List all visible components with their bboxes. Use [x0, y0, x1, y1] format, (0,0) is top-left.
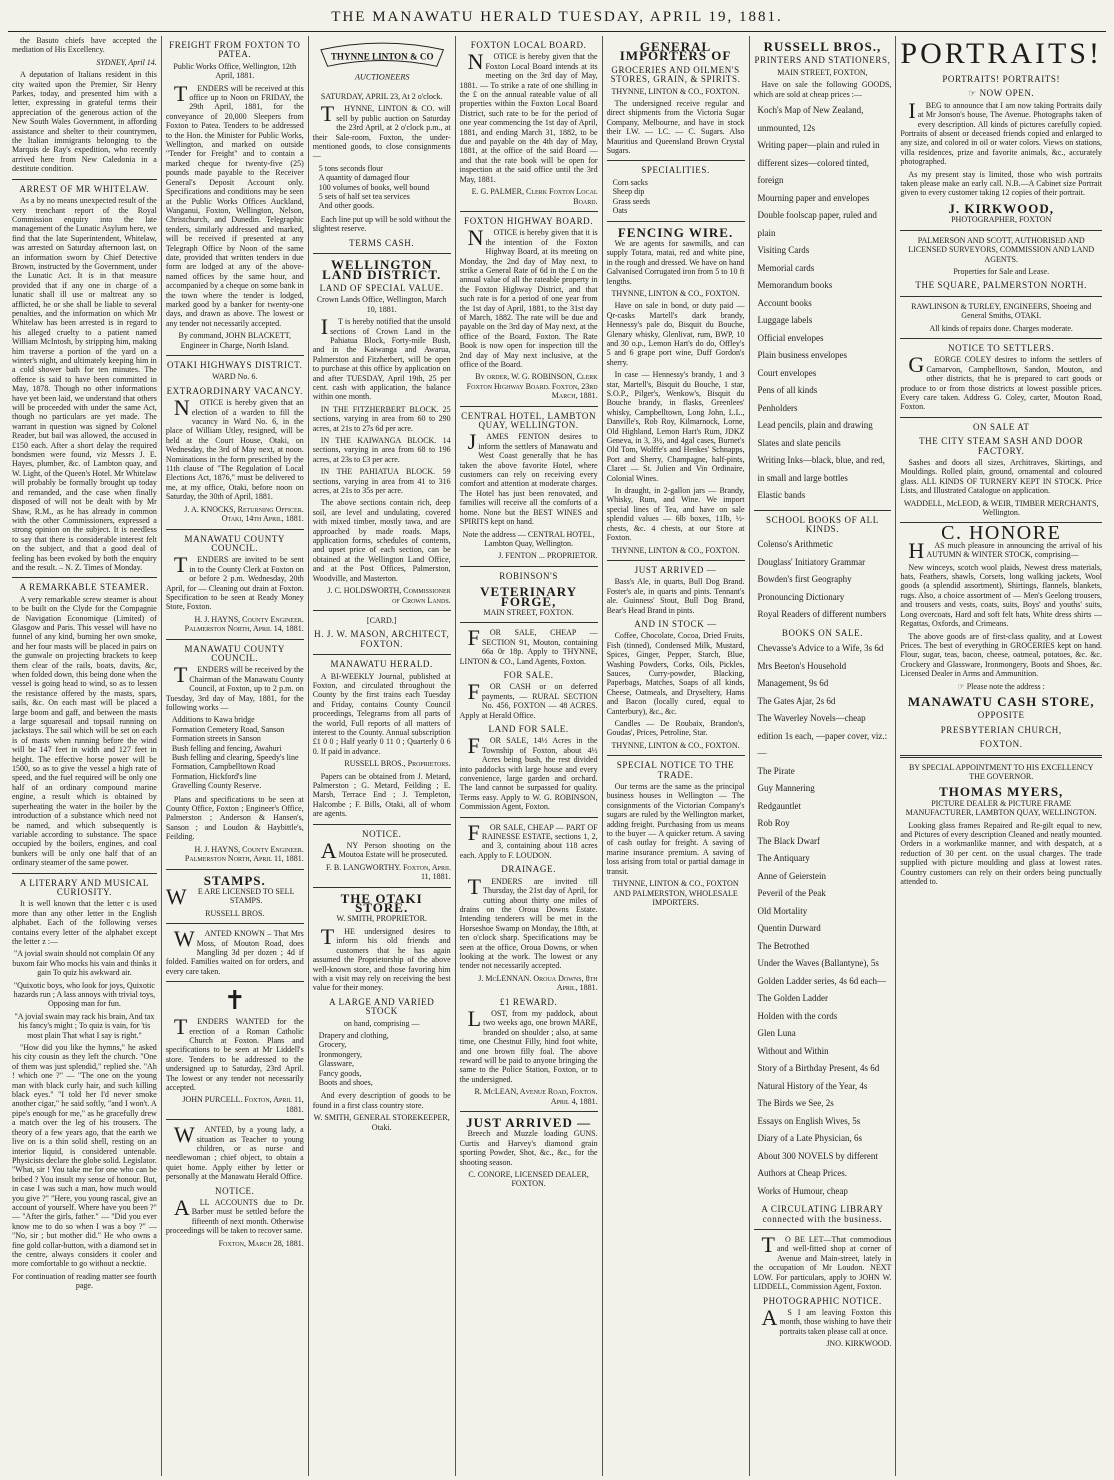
divider [166, 981, 304, 982]
highway-board-signature: By order, W. G. ROBINSON, Clerk Foxton Highway Board. Foxton, 23rd March, 1881. [466, 372, 598, 401]
freight-heading: FREIGHT FROM FOXTON TO PATEA. [169, 40, 301, 60]
divider [754, 510, 892, 511]
anecdotes: "How did you like the hymns," he asked his city cousin as they left the church. "One of them was just splendid," replied she. "Ah ! which one ?" — "The one on the young man with black curly hair, and such killing black eyes." "I told her I'd never smoke another cigar," he said softly, "and I won't. A pipe's enough for me," as he gracefully drew a match over the leg of his trousers. The theory of a few years ago, that the earth we live on is a thin solid shell, resting on an interior liquid, is considered untenable. Physicists declare the globe solid. Legislator. "What, sir ! You take me for one who can be bribed ? You insult my sense of honour. But, in case I was such a man, how much would you give ?" "Here, you young rascal, give an account of yourself. Where have you been ?" — "After the girls, father." — "Did you ever know me to do so when I was a boy ?" — "No, sir ; but mother did." He who owns a fine gold collar-button, with a diamond set in the centre, always considers it cooler and more comfortable to go without a necktie. [12, 1043, 157, 1269]
crown-office: Crown Lands Office, Wellington, March 10, 1881. [316, 295, 447, 314]
auctioneers-logo [316, 40, 448, 86]
book-item: Old Mortality [757, 905, 808, 916]
mcc-tail: Plans and specifications to be seen at County Office, Foxton ; Engineer's Office, Palmerston ; Anderson & Hansen's, Sanson ; and Loudon & Haybittle's, Feilding. [165, 794, 304, 842]
mcc-tender-2: TENDERS will be received by the Chairman of the Manawatu County Council, at Foxton, up to 2 p.m. on Tuesday, 3rd day of May, 1881, for the following works — [165, 662, 304, 712]
stamps-notice: WE ARE LICENSED TO SELL STAMPS. [165, 883, 295, 909]
reward-notice: LOST, from my paddock, about two weeks ago, one brown MARE, branded on shoulder ; also, at same time, one Chestnut Filly, hind foot white, and one brown filly foal. The above reward will be paid to anyone bringing the same to the Police Station, Foxton, or to the undersigned. [459, 1005, 598, 1084]
in-stock-notice: Coffee, Chocolate, Cocoa, Dried Fruits, Fish (tinned), Condensed Milk, Mustard, Spices, Ginger, Pepper, Starch, Blue, Washing Powders, Corks, Oils, Pickles, Sauces, Curry-powder, Blacking, Paperbags, Matches, Soaps of all kinds, Cheese, Oatmeals, and Dryseltery, Hams and Bacon (locally cured, equal to Canterbury), &c., &c. [606, 631, 745, 716]
portraits-notice: IBEG to announce that I am now taking Portraits daily at Mr Jonson's house, The Avenue. Photographs taken of every description. All kinds of pictures carefully copied. Portraits of absent or deceased friends copied and enlarged to any size, and colored in oil or water colors. Views on stations, villa residences, prize and favorite animals, &c., accurately photographed. [900, 97, 1102, 167]
terms-label: TERMS CASH. [349, 237, 415, 248]
russell-address: MAIN STREET, FOXTON, [777, 67, 868, 77]
fencing-notice: We are agents for sawmills, and can supply Totara, matai, red and white pine, in the rough and dressed. We have on hand Galvanised Corrugated iron from 5 to 10 ft lengths. [606, 238, 745, 286]
sale-rural: FOR CASH or on deferred payments, — RURAL SECTION No. 456, FOXTON — 48 ACRES. Apply at Herald Office. [459, 679, 598, 720]
school-books-heading: SCHOOL BOOKS OF ALL KINDS. [766, 514, 879, 534]
divider [900, 417, 1102, 418]
goods-item: Visiting Cards [757, 245, 810, 256]
sale-item: 5 tons seconds flour [318, 163, 383, 173]
honore-items: New winceys, scotch wool plaids, Newest dress materials, hats, Feathers, shawls, Corsets, long walking jackets, Wool goods (a splendid assortment), Shirtings, flannels, blankets, rugs. Also, a choice assortment of — Men's Geelong trousers, and trousers and vests, coats, suits, Boys' and youths' suits, Long overcoats, Hard and soft felt hats, White dress shirts — Regattas, Oxfords, and Crimeans. [900, 562, 1102, 629]
literary-article: It is well known that the letter c is used more than any other letter in the English alphabet. Each of the following verses contains every letter of the alphabet except the letter z :— [12, 899, 157, 946]
verse-1: "A jovial swain should not complain Of any buxom fair Who mocks his vain and thinks it gain To quiz his awkward air. [12, 949, 157, 978]
mcc-signature-2: H. J. HAYNS, County Engineer. Palmerston North, April 11, 1881. [184, 844, 304, 864]
book-item: Story of a Birthday Present, 4s 6d [757, 1063, 880, 1074]
to-let-notice: TO BE LET—That commodious and well-fitted shop at corner of Avenue and Main-street, lately in the occupation of Mr Loudon. NEXT LOW. For particulars, apply to JOHN W. LIDDELL, Commission Agent, Foxton. [753, 1232, 892, 1292]
appointment-line: BY SPECIAL APPOINTMENT TO HIS EXCELLENCY THE GOVERNOR. [908, 762, 1094, 781]
goods-item: Slates and slate pencils [757, 437, 841, 448]
book-item: The Antiquary [757, 853, 810, 864]
myers-notice: Looking glass frames Repaired and Re-gilt equal to new, and Pictures of every description Cleaned and neatly mounted. Orders in a workmanlike manner, and with despatch, at a reduction of 30 per cent. on the usual charges. The trade supplied with picture moulding and glass at lowest rates. Country customers can rely on their orders being punctually attended to. [900, 820, 1102, 887]
shooting-heading: NOTICE. [361, 828, 402, 839]
freight-signature: By command, JOHN BLACKETT, Engineer in Charge, North Island. [178, 331, 292, 350]
forge-heading: VETERINARY FORGE, [480, 584, 578, 609]
book-item: Peveril of the Peak [757, 888, 826, 899]
hotel-notice: JAMES FENTON desires to inform the settlers of Manawatu and West Coast generally that he has taken the above favorite Hotel, where customers can rely on receiving every comfort and attention at moderate charges. The Hotel has just been renovated, and families will receive all the comforts of a home. None but the BEST WINES and SPIRITS kept on hand. [459, 429, 598, 527]
divider [460, 406, 598, 407]
goods-item: Memorial cards [757, 262, 815, 273]
goods-item: Lead pencils, plain and drawing [757, 420, 873, 431]
opposite-label: OPPOSITE [977, 710, 1025, 721]
whitelaw-heading: ARREST OF MR WHITELAW. [19, 183, 150, 194]
printers-heading: PRINTERS AND STATIONERS, [754, 55, 891, 66]
book-item: About 300 NOVELS by different Authors at Cheap Prices. [757, 1150, 878, 1179]
address-note: ☞ Please note the address : [957, 681, 1045, 691]
specialities-list [607, 178, 745, 216]
palmerson-card: PALMERSON AND SCOTT, AUTHORISED AND LICENSED SURVEYORS, COMMISSION AND LAND AGENTS. [908, 235, 1095, 264]
on-sale-heading: ON SALE AT [972, 421, 1030, 432]
sale-item: 5 sets of half set tea services [318, 192, 410, 202]
sale-notice: THYNNE, LINTON & CO. will sell by public auction on Saturday the 23rd April, at 2 o'clock p.m., at their Sale-room, Foxton, the under-mentioned goods, to close consignments — [312, 101, 451, 161]
herald-agents: Papers can be obtained from J. Metard, Palmerston ; G. Metard, Feilding ; E. Marsh, Terrace End ; J. Templeton, Halcombe ; F. Bills, Otaki, all of whom are agents. [312, 771, 451, 819]
book-item: Guy Mannering [757, 783, 815, 794]
columns [8, 36, 1106, 1476]
divider [607, 221, 745, 222]
book-item: The Golden Ladder [757, 993, 828, 1004]
divider [460, 817, 598, 818]
school-book: Bowden's first Geography [757, 574, 852, 585]
trade-signature: THYNNE, LINTON & CO., FOXTON AND PALMERSTON, WHOLESALE IMPORTERS. [612, 879, 739, 907]
speciality-item: Oats [612, 206, 628, 216]
goods-item: Official envelopes [757, 332, 824, 343]
myers-sub: PICTURE DEALER & PICTURE FRAME MANUFACTURER, LAMBTON QUAY, WELLINGTON. [905, 798, 1097, 818]
sale-mouton: FOR SALE, CHEAP — SECTION 91, Mouton, containing 66a 0r 18p. Apply to THYNNE, LINTON & CO., Land Agents, Foxton. [459, 625, 598, 666]
hotel-address: Note the address — CENTRAL HOTEL, Lambton Quay, Wellington. [462, 529, 595, 548]
divider [313, 824, 451, 825]
stock-item: Boots and shoes, [318, 1077, 373, 1087]
arrived-notice: Bass's Ale, in quarts, Bull Dog Brand. Foster's ale, in quarts and pints. Tennant's ale. Guinness' Stout, Bull Dog Brand, Bear's Head Brand in pints. [606, 577, 745, 615]
divider [900, 755, 1102, 758]
stamps-heading: STAMPS. [203, 872, 266, 888]
vacancy-notice: NOTICE is hereby given that an election of a warden to fill the vacancy in Ward No. 6, in the place of William Utley, resigned, will be held at the Court House, Otaki, on Wednesday, the 3rd of May next, at noon. Nominations in the form prescribed by the 11th clause of "The Regulation of Local Elections Act, 1876," must be delivered to me, at my office, Otaki, before noon on Saturday, the 30th of April, 1881. [165, 395, 304, 502]
block-fitzherbert: IN THE FITZHERBERT BLOCK. 25 sections, varying in area from 60 to 290 acres, at 21s to 27s 6d per acre. [312, 404, 451, 433]
speciality-item: Corn sacks [612, 177, 648, 187]
masthead: THE MANAWATU HERALD TUESDAY, APRIL 19, 1881. [8, 6, 1106, 32]
book-item: The Betrothed [757, 940, 810, 951]
honore-tail: The above goods are of first-class quality, and at Lowest Prices. The best of everything in GROCERIES kept on hand. Flour, sugar, teas, bacon, cheese, oatmeal, potatoes, &c. &c. Crockery and Glassware, Ironmongery, Boots and Shoes, &c. Licensed Dealer in Arms and Ammunition. [900, 631, 1102, 679]
literary-heading: A LITERARY AND MUSICAL CURIOSITY. [19, 877, 149, 897]
book-item: Essays on English Wives, 5s [757, 1115, 861, 1126]
italian-paragraph: A deputation of Italians resident in this city waited upon the Premier, Sir Henry Parkes, today, and presented him with a letter, expressing in grateful terms their appreciation of the generous action of the New South Wales Government, in affording assistance and shelter to their countrymen, the Italian immigrants belonging to the Marquis de Ray's expedition, who recently arrived here from New Caledonia in a destitute condition. [12, 70, 157, 174]
importers-sub: GROCERIES AND OILMEN'S STORES, GRAIN, & SPIRITS. [610, 64, 741, 85]
importers-notice: The undersigned receive regular and direct shipments from the Victoria Sugar Company, Melbourne, and have in stock their I.W. — I.C. — C. Sugars. Also Mauritius and Queensland Brown Crystal Sugars. [606, 99, 745, 156]
book-item: Without and Within [757, 1045, 829, 1056]
honore-heading: C. HONORE [941, 522, 1062, 545]
sale-tail: Each line put up will be sold without the slightest reserve. [312, 214, 451, 234]
divider [607, 160, 745, 161]
goods-item: Pens of all kinds [757, 385, 818, 396]
stock-item: Grocery, [318, 1040, 347, 1050]
local-board-notice: NOTICE is hereby given that the Foxton Local Board intends at its meeting on the 3rd day of May, 1881. — To strike a rate of one shilling in the £ on the annual rateable value of all properties within the Foxton Local Board District, such rate to be for the period of one year commencing the 1st day of April, 1881, and ending March 31, 1882, to be due and payable on the 4th day of May, 1881, at the office of the said Board — and that the rate book will be open for inspection at the said office until the 3rd May, 1881. [459, 49, 598, 184]
stock-items [313, 1031, 451, 1087]
book-item: The Waverley Novels—cheap edition 1s each, —paper cover, viz.:— [757, 713, 888, 759]
crown-tail: The above sections contain rich, deep soil, are level and undulating, covered with mixed timber, mostly tawa, and are approached by made roads. Maps, application forms, schedules of contents, and upset price of each section, can be obtained at the Wellington Land Office, and at the Post Offices, Palmerston, Woodville, and Masterton. [312, 498, 451, 583]
mcc-heading-2: MANAWATU COUNTY COUNCIL. [184, 643, 286, 663]
works-item: Gravelling County Reserve. [171, 781, 262, 791]
goods-item: Penholders [757, 402, 798, 413]
column-7 [896, 36, 1106, 1476]
column-2 [162, 36, 309, 1476]
photographic-notice: AS I am leaving Foxton this month, those wishing to have their portraits taken please call at once. [761, 1304, 892, 1336]
divider [460, 1111, 598, 1112]
kirkwood-name: J. KIRKWOOD, [948, 200, 1054, 216]
divider [900, 230, 1102, 231]
speciality-item: Grass seeds [612, 196, 651, 206]
drainage-tender: TENDERS are invited till Thursday, the 21st day of April, for cutting about thirty one miles of drains on the Oroua Downs Estate. Intending tenderers will be met in the Horseshoe Swamp on Monday, the 18th, at ten o'clock sharp. Specifications may be seen at the office, Oroua Downs, or when looking at the work. The lowest or any tender not necessarily accepted. [459, 873, 598, 971]
factory-heading: THE CITY STEAM SASH AND DOOR FACTORY. [919, 436, 1084, 456]
sydney-dateline: SYDNEY, April 14. [96, 57, 157, 67]
forge-address: MAIN STREET, FOXTON. [483, 607, 574, 617]
firm-name: THYNNE, LINTON & CO., FOXTON. [611, 288, 740, 298]
speciality-item: Sheep dip [612, 187, 645, 197]
guns-heading: JUST ARRIVED — [466, 1115, 592, 1131]
block-kaiwanga: IN THE KAIWANGA BLOCK. 14 sections, varying in area from 68 to 196 acres, at 23s to £3 per acre. [312, 436, 451, 464]
divider [313, 610, 451, 611]
goods-item: Writing paper—plain and ruled in different sizes—colored tinted, foreign [757, 140, 880, 186]
rawlinson-card: RAWLINSON & TURLEY, ENGINEERS, Shoeing and General Smiths, OTAKI. [911, 301, 1092, 321]
goods-item: Luggage labels [757, 315, 813, 326]
divider [166, 923, 304, 924]
otaki-store-notice: THE undersigned desires to inform his old friends and customers that he has again assumed the Proprietorship of the above well-known store, and those favoring him with a visit may rely on receiving the best value for their money. [312, 923, 451, 993]
foxton-label: FOXTON. [979, 739, 1023, 750]
vacancy-heading: EXTRAORDINARY VACANCY. [166, 385, 303, 396]
works-list [166, 715, 304, 790]
book-item: Diary of a Late Physician, 6s [757, 1133, 862, 1144]
stock-heading: A LARGE AND VARIED STOCK [329, 996, 435, 1017]
steamer-article: A very remarkable screw steamer is about to be built on the Clyde for the Compagnie de Navigation Economique (Limited) of Glasgow and Paris. This vessel will have no funnel of any kind, burning her own smoke, and her four masts will be placed in pairs on the gunwale on projecting brackets to keep them clear of the rails, boats, davits, &c, when folded down, this being done when the vessel is going head to wind, so as to lessen the resistance offered by the masts, spars, sails, &c. On each mast will be placed a large boom and gaff, and between the masts a large squaresail and topsail running on jackstays. The sail which will be set on each is of masts when running before the wind will be 147 feet in width and 127 feet in height. The effective horse power will be 1500, so as to give the vessel a high rate of speed, and the fuel required will be only one half of an ordinary compound marine engine, a result which is obtained by superheating the water in the boiler by the introduction of a substance which need not be named, and which subsequently is variable according to substance. The space occupied by the boilers, engines, and coal bunkers will be only one half that of an ordinary steamer of the same power. [12, 594, 157, 868]
divider [460, 211, 598, 212]
divider [12, 873, 157, 874]
sale-date: SATURDAY, APRIL 23, At 2 o'clock. [320, 92, 443, 101]
firm-name: THYNNE, LINTON & CO., FOXTON. [611, 740, 740, 750]
hotel-signature: J. FENTON ... PROPRIETOR. [498, 551, 598, 561]
ward-label: WARD No. 6. [212, 372, 258, 382]
now-open: ☞ NOW OPEN. [968, 88, 1035, 99]
school-book: Douglass' Initiatory Grammar [757, 556, 866, 567]
sale-item: 100 volumes of books, well bound [318, 182, 430, 192]
books-on-sale-heading: BOOKS ON SALE. [781, 627, 864, 638]
book-item: Anne of Geierstein [757, 870, 826, 881]
highway-board-heading: FOXTON HIGHWAY BOARD. [464, 215, 594, 226]
trade-notice: Our terms are the same as the principal business houses in Wellington — The consignments of the Victorian Company's sugars are ruled by the Wellington market, adding freight. Purchasing from us means to the buyer — A quicker return. A saving of cash outlay for freight. A saving of marine insurance premium. A saving of loss arising from total or partial damage in transit. [606, 782, 745, 876]
divider [607, 560, 745, 561]
works-item: Bush felling and clearing, Speedy's line [171, 753, 299, 763]
school-book: Pronouncing Dictionary [757, 591, 845, 602]
photographic-signature: JNO. KIRKWOOD. [826, 1339, 892, 1349]
book-item: The Gates Ajar, 2s 6d [757, 695, 836, 706]
sale-rainesse: FOR SALE, CHEAP — PART OF RAINESSE ESTATE, sections 1, 2, and 3, containing about 118 acres each. Apply to F. LOUDON. [459, 819, 598, 860]
cross-icon: ✝ [223, 986, 246, 1016]
square-heading: THE SQUARE, PALMERSTON NORTH. [915, 280, 1088, 291]
otaki-heading: OTAKI HIGHWAYS DISTRICT. [167, 360, 303, 370]
sale-item: A quantity of damaged flour [318, 173, 410, 183]
local-board-heading: FOXTON LOCAL BOARD. [470, 40, 587, 50]
book-item: The Birds we See, 2s [757, 1098, 834, 1109]
firm-name: THYNNE, LINTON & CO., FOXTON. [611, 86, 740, 96]
church-signature: JOHN PURCELL. Foxton, April 11, 1881. [182, 1095, 304, 1114]
divider [166, 529, 304, 530]
rawlinson-sub: All kinds of repairs done. Charges moderate. [929, 323, 1073, 333]
stock-signature: W. SMITH, GENERAL STOREKEEPER, Otaki. [313, 1113, 450, 1132]
goods-item: Koch's Map of New Zealand, unmounted, 12s [757, 105, 864, 133]
sale-items [313, 164, 451, 211]
works-item: Formation streets in Sanson [171, 734, 261, 744]
divider [166, 869, 304, 870]
works-item: Formation Cemetery Road, Sanson [171, 724, 285, 734]
divider [313, 654, 451, 655]
school-book: Royal Readers of different numbers [757, 609, 887, 620]
book-item: Glen Luna [757, 1028, 796, 1039]
for-sale-heading: FOR SALE. [503, 669, 554, 680]
book-item: Natural History of the Year, 4s [757, 1080, 868, 1091]
column-5 [603, 36, 750, 1476]
palmerson-sub: Properties for Sale and Lease. [953, 266, 1050, 276]
land-district-heading: WELLINGTON LAND DISTRICT. [322, 257, 442, 282]
book-item: Holden with the cords [757, 1010, 838, 1021]
special-value-heading: LAND OF SPECIAL VALUE. [319, 282, 444, 293]
column-3 [309, 36, 456, 1476]
hotel-heading: CENTRAL HOTEL, LAMBTON QUAY, WELLINGTON. [461, 410, 597, 431]
divider [12, 179, 157, 180]
steamer-heading: A REMARKABLE STEAMER. [19, 582, 150, 593]
church-label: PRESBYTERIAN CHURCH, [940, 724, 1062, 735]
verse-2: "Quixotic boys, who look for joys, Quixotic hazards run ; A lass annoys with trivial toys, Opposing man for fun. [13, 980, 156, 1009]
highway-board-notice: NOTICE is hereby given that it is the intention of the Foxton Highway Board, at its meeting on Monday, the 2nd day of May next, to strike a General Rate of 6d in the £ on the annual value of all the rateable property in the Foxton Highway District, and that such rate is for a period of one year from the 1st day of April, 1881, to the 31st day of March, 1882. The rate will be due and payable on the 3rd day of May next, at the office of the Board, Foxton. The Rate Book is now open for inspection till the 2nd day of May next inclusive, at the office of the Board. [459, 225, 598, 369]
otaki-store-proprietor: W. SMITH, PROPRIETOR. [336, 914, 427, 924]
svg-text:AUCTIONEERS: AUCTIONEERS [354, 72, 410, 82]
barber-signature: Foxton, March 28, 1881. [218, 1238, 304, 1248]
robinson-heading: ROBINSON'S [499, 570, 558, 581]
portraits-notice-2: As my present stay is limited, those who wish portraits taken please make an early call. N.B.—A Cabinet size Portrait given to every customer taking 12 copies of their portrait. [900, 169, 1102, 198]
block-pahiatua: IN THE PAHIATUA BLOCK. 59 sections, varying in area from 41 to 316 acres, at 21s to 35s per acre. [312, 467, 451, 496]
mangling-notice: WANTED KNOWN – That Mrs Moss, of Mouton Road, does Mangling 3d per dozen ; 4d if folded. Families waited on for orders, and every care taken. [165, 926, 304, 976]
crown-notice: IT is hereby notified that the unsold sections of Crown Land in the Pahiatua Block, Forty-mile Bush, and in the Kaiwanga and Awarua, Palmerston and Fitzherbert, will be open to purchase at this office by application on and after TUESDAY, April 19th, 25 per cent. cash with application, the balance within one month. [312, 314, 451, 402]
factory-notice: Sashes and doors all sizes, Architraves, Skirtings, and Mouldings. Rolled plain, ground, ornamental and coloured glass. ALL KINDS OF TURNERY KEPT IN STOCK. Price Lists, and Illustrated Catalogue on application. [900, 458, 1102, 496]
crown-signature: J. C. HOLDSWORTH, Commissioner of Crown Lands. [327, 586, 451, 605]
library-heading: A CIRCULATING LIBRARY connected with the business. [761, 1204, 884, 1224]
column-1 [8, 36, 162, 1476]
stock-item: Glassware, [318, 1059, 355, 1069]
stock-item: Ironmongery, [318, 1049, 362, 1059]
drainage-signature: J. McLENNAN. Oroua Downs, 8th April, 1881. [478, 973, 598, 993]
works-item: Additions to Kawa bridge [171, 715, 255, 725]
arrived-heading: JUST ARRIVED — [634, 564, 717, 575]
photographic-heading: PHOTOGRAPHIC NOTICE. [763, 1295, 882, 1306]
portraits-sub: PORTRAITS! PORTRAITS! [942, 74, 1061, 84]
cash-store-heading: MANAWATU CASH STORE, [907, 693, 1095, 709]
works-item: Bush felling and fencing, Awahuri [171, 743, 282, 753]
draught-and-tea: In draught, in 2-gallon jars — Brandy, Whisky, Rum, and Wine. We import special lines of Tea, and have on sale splendid values — 6lb boxes, 11lb, ½-chests, &c. 4 chests, at our Store at Foxton. [606, 486, 745, 543]
trade-heading: SPECIAL NOTICE TO THE TRADE. [616, 760, 735, 780]
divider [900, 296, 1102, 297]
portraits-heading: PORTRAITS! [900, 37, 1102, 70]
goods-item: Memorandum books [757, 280, 833, 291]
honore-intro: HAS much pleasure in announcing the arrival of his AUTUMN & WINTER STOCK, comprising— [908, 537, 1102, 563]
book-item: Chevasse's Advice to a Wife, 3s 6d [757, 643, 884, 654]
school-books-list [754, 536, 892, 624]
goods-intro: Have on sale the following GOODS, which are sold at cheap prices :— [753, 80, 892, 99]
book-item: Quentin Durward [757, 923, 821, 934]
freight-office: Public Works Office, Wellington, 12th April, 1881. [173, 61, 297, 81]
mcc-tender-1: TENDERS are invited to be sent in to the County Clerk at Foxton on or before 2 p.m. Wednesday, 20th April, for — Cleaning out drain at Foxton. Specification to be seen at Ready Money Store, Foxton. [165, 552, 304, 612]
vacancy-signature: J. A. KNOCKS, Returning Officer. Otaki, 14th April, 1881. [184, 504, 304, 524]
book-item: The Pirate [757, 765, 795, 776]
goods-item: Mourning paper and envelopes [757, 192, 870, 203]
kirkwood-sub: PHOTOGRAPHER, FOXTON [951, 215, 1052, 225]
local-board-signature: E. G. PALMER, Clerk Foxton Local Board. [471, 187, 598, 206]
herald-signature: RUSSELL BROS., Proprietors. [344, 759, 451, 769]
teacher-wanted: WANTED, by a young lady, a situation as Teacher to young children, or as nurse and needlewoman ; chief object, to obtain a quiet home. Apply either by letter or personally at the Manawatu Herald Office. [165, 1122, 304, 1182]
goods-item: Plain business envelopes [757, 350, 847, 361]
divider [12, 577, 157, 578]
book-item: Works of Humour, cheap [757, 1185, 848, 1196]
column-4 [456, 36, 603, 1476]
stock-item: Drapery and clothing, [318, 1030, 389, 1040]
spirits-case: In case — Hennessy's brandy, 1 and 3 star, Martell's, Bisquit du Bouche, 1 star, S.O.P., Pilger's, Wenkow's, Bisquit du Bouche brandy, in flasks, Greenlees' whisky, Campbelltown, Long John, L.L., Danville's, Rob Roy, Kilmarnock, Lorne, Old Highland, Lemon Hart's Rum, JDKZ Geneva, in 3, 3½, and 4gal cases, Burnet's Old Tom, Wolffe's and Henkes' Schnapps, Port and Sherry, Champagne, half-pints, Claret — St. Julien and Vin Ordinaire, Colonial Wines. [606, 370, 745, 483]
waddell-signature: WADDELL, McLEOD, & WEIR, TIMBER MERCHANTS, Wellington. [903, 498, 1099, 518]
mcc-heading-1: MANAWATU COUNTY COUNCIL. [184, 533, 286, 553]
firm-name: THYNNE, LINTON & CO., FOXTON. [611, 545, 740, 555]
books-list [754, 640, 892, 1200]
book-item: Under the Waves (Ballantyne), 5s [757, 958, 879, 969]
reward-signature: R. McLEAN, Avenue Road, Foxton. April 4, 1881. [474, 1087, 598, 1106]
myers-heading: THOMAS MYERS, [939, 784, 1064, 800]
candles-list: Candles — De Roubaix, Brandon's, Goudas', Prices, Petroline, Star. [606, 719, 745, 738]
stock-tail: And every description of goods to be found in a first class country store. [312, 1091, 451, 1110]
basuto-paragraph: the Basuto chiefs have accepted the mediation of His Excellency. [12, 36, 157, 55]
goods-item: Writing Inks—black, blue, and red, in small and large bottles [757, 455, 885, 483]
stock-sub: on hand, comprising — [343, 1018, 420, 1028]
russell-heading: RUSSELL BROS., [763, 39, 882, 54]
whitelaw-article: As a by no means unexpected result of the very trenchant report of the Royal Commission enquiry into the late management of the Lunatic Asylum here, we find that the late Superintendent, Whitelaw, was arrested on Saturday afternoon last, on an information sworn by Chief Detective Brown, instructed by the Government, under the Lunatic Act. It is in that measure provided that if any one in charge of a lunatic shall ill use or maltreat any so afflicted, he or she shall be liable to several penalties, and the information on which Mr Whitelaw has been arrested is in regard to his alleged cruelty to a patient named William McIntosh, by stripping him, making him traverse a portion of the yard on a winter's night, and ultimately keeping him in a cold shower bath for ten minutes. The offence is said to have been committed in May, 1878. Though no other informations have yet been laid, we understand that others will be proceeded with under the same Act, though no particulars are yet made. The warrant in question was signed by Colonel Reader, but bail was allowed, the accused in £150 each. After a short delay the required bondsmen were found, viz Messrs J. E. Hayes, plumber, &c. of Lambton quay, and W. Light, of the Queen's Hotel. Mr Whitelaw will probably be formally brought up today and remanded, and the case when finally disposed of will not be dealt with by Mr Shaw, R.M., as he has already in common with the other Commissioners, expressed a strong opinion on the subject. It is needless to say that there is considerable interest felt on the subject, and that a good deal of feeling has been evoked by both the enquiry and the result. – N. Z. Times of Monday. [12, 196, 157, 572]
barber-notice: ALL ACCOUNTS due to Dr. Barber must be settled before the fifteenth of next month. Otherwise proceedings will be taken to recover same. [165, 1195, 304, 1236]
divider [313, 887, 451, 888]
land-sale-heading: LAND FOR SALE. [488, 724, 569, 734]
works-item: Formation, Hickford's line [171, 771, 257, 781]
divider [900, 338, 1102, 339]
book-item: Redgauntlet [757, 800, 801, 811]
freight-tender: TENDERS will be received at this office up to Noon on FRIDAY, the 29th April, 1881, for the conveyance of 20,000 Sleepers from Foxton to Patea. Tenders to be addressed to the Hon. the Minister for Public Works, Wellington, and marked on outside "Tender for Freight" and to contain a marked cheque for twenty-five (25) pounds made payable to the Receiver General's Deposit Account only. Specifications and conditions may be seen at the Public Works Offices Auckland, Wanganui, Foxton, Wellington, Nelson, Christchurch, and Dunedin. Telegraphic tenders, similarly addressed and marked, will be received if presented at any Telegraph Office by Noon of the same date, provided that written tenders in due form are lodged at any of the above-named offices by the same hour, and accompanied by a cheque on some bank in the town where the tender is lodged, marked good by a banker for twenty-one days, and drawn as above. The lowest or any tender not necessarily accepted. [165, 80, 304, 328]
importers-heading: GENERAL IMPORTERS OF [619, 39, 732, 64]
settlers-heading: NOTICE TO SETTLERS. [948, 342, 1055, 353]
spirits-bond: Have on sale in bond, or duty paid — Qr-casks Martell's dark brandy, Hennessy's pale do, Bisquit du Bouche, Glenary whisky, Glenlivat, rum, BWP, 10 and 30 o.p., Lemon Hart's do do, Offley's 5 and 6 grape port wine, Duff Gordon's sherry. [606, 301, 745, 367]
reward-heading: £1 REWARD. [499, 996, 558, 1007]
book-item: Mrs Beeton's Household Management, 9s 6d [757, 660, 847, 689]
stock-item: Fancy goods, [318, 1068, 362, 1078]
column-6 [750, 36, 897, 1476]
herald-notice: A BI-WEEKLY Journal, published at Foxton, and circulated throughout the County by the first trains each Tuesday and Friday, contains County Council proceedings, Telegrams from all parts of the world, Full reports of all matters of interest to the County. Annual subscription £1 0 0 ; Half yearly 0 11 0 ; Quarterly 0 6 0. If paid in advance. [312, 671, 451, 756]
shooting-notice: ANY Person shooting on the Moutoa Estate will be prosecuted. [320, 838, 451, 864]
divider [166, 639, 304, 640]
divider [460, 566, 598, 567]
goods-item: Double foolscap paper, ruled and plain [757, 210, 877, 238]
divider [460, 622, 598, 623]
in-stock-heading: AND IN STOCK — [634, 618, 717, 629]
sale-township: FOR SALE, 14½ Acres in the Township of Foxton, about 4½ Acres being bush, the rest divided into paddocks with large house and every convenience, large garden and orchard. The land cannot be surpassed for quality. Terms easy. Apply to W. G. ROBINSON, Commission Agent, Foxton. [459, 733, 598, 812]
specialities-heading: SPECIALITIES. [641, 165, 710, 176]
book-item: Golden Ladder series, 4s 6d each— [757, 975, 886, 986]
divider [166, 1119, 304, 1120]
divider [166, 355, 304, 356]
drainage-heading: DRAINAGE. [501, 864, 556, 875]
svg-text:THYNNE LINTON & CO: THYNNE LINTON & CO [330, 51, 434, 62]
works-item: Formation, Campbelltown Road [171, 762, 276, 772]
school-book: Colenso's Arithmetic [757, 539, 833, 550]
mcc-signature-1: H. J. HAYNS, County Engineer. Palmerston North, April 14, 1881. [184, 614, 304, 634]
stamps-signature: RUSSELL BROS. [205, 908, 265, 918]
verse-3: "A jovial swain may rack his brain, And tax his fancy's might ; To quiz is vain, for 'tis most plain That what I say is right." [14, 1011, 155, 1040]
goods-item: Court envelopes [757, 367, 817, 378]
notice-heading: NOTICE. [215, 1185, 255, 1196]
sale-item: And other goods. [318, 201, 375, 211]
mason-card: H. J. W. MASON, ARCHITECT, FOXTON. [314, 629, 450, 649]
goods-list [754, 102, 892, 505]
divider [313, 253, 451, 254]
divider [607, 755, 745, 756]
herald-heading: MANAWATU HERALD. [330, 659, 433, 670]
book-item: The Black Dwarf [757, 835, 820, 846]
shooting-signature: F. B. LANGWORTHY. Foxton, April 11, 1881. [326, 862, 451, 882]
fencing-heading: FENCING WIRE. [617, 224, 734, 240]
goods-item: Account books [757, 297, 812, 308]
guns-signature: C. CONORE, LICENSED DEALER, FOXTON. [468, 1170, 589, 1189]
divider [754, 1229, 892, 1230]
otaki-store-heading: THE OTAKI STORE. [340, 890, 423, 916]
book-item: Rob Roy [757, 818, 790, 829]
goods-item: Elastic bands [757, 490, 806, 501]
card-label: [CARD.] [366, 615, 397, 625]
continuation-note: For continuation of reading matter see fourth page. [12, 1271, 157, 1291]
settlers-notice: GEORGE COLEY desires to inform the settlers of Carnarvon, Campbelltown, Sandon, Mouton, and other districts, that he is prepared to cart goods or produce to or from those districts at lowest possible prices. Every care taken. Address G. Coley, carter, Mouton Road, Foxton. [900, 352, 1102, 412]
guns-notice: Breech and Muzzle loading GUNS. Curtis and Harvey's diamond grain sporting Powder, Shot, &c., &c., for the shooting season. [459, 1129, 598, 1167]
church-tender: TENDERS WANTED for the erection of a Roman Catholic Church at Foxton. Plans and specifications to be seen at Mr Liddell's store. Tenders to be addressed to the undersigned up to Saturday, 23rd April. The lowest or any tender not necessarily accepted. [165, 1014, 304, 1092]
